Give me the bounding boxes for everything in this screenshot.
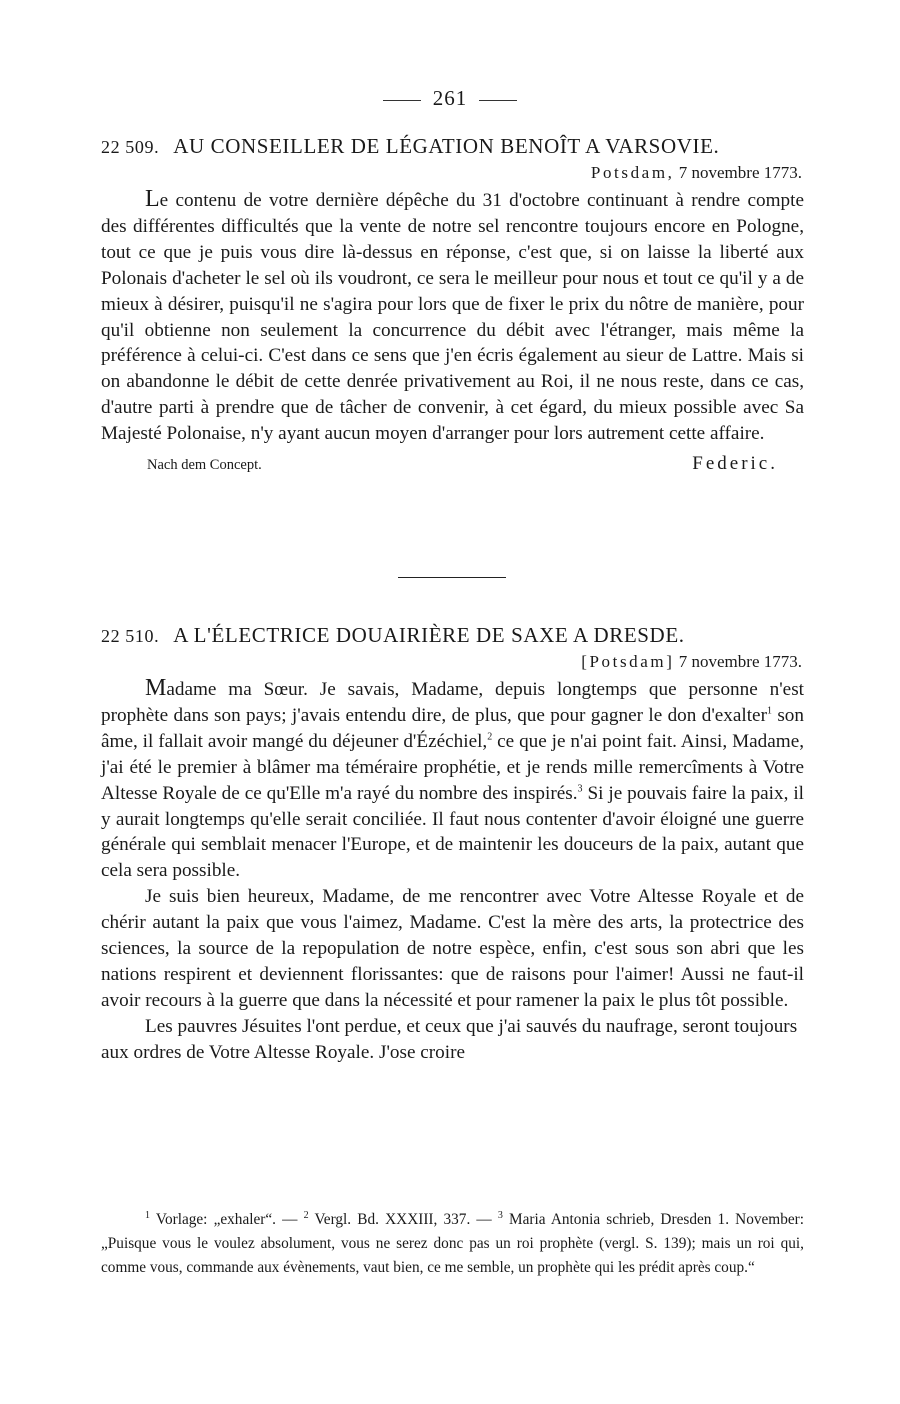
letter-closing <box>101 451 804 479</box>
source-note: Nach dem Concept. <box>147 457 262 474</box>
letter-body <box>101 676 804 1066</box>
letter-22510 <box>101 623 804 1066</box>
letter-dateline <box>101 652 804 672</box>
section-divider <box>398 577 506 578</box>
footnote-1: Vorlage: „exhaler“. — <box>150 1211 304 1228</box>
paragraph-text: ce que je n'ai point fait. Ainsi, Madame, j'ai été le premier à blâmer ma téméraire prophétie, et je rends mille remercîments à Votre Altesse Royale de ce qu'Elle m'a rayé du nombre des inspirés. <box>101 730 805 804</box>
letter-heading <box>101 134 804 159</box>
footnote-ref: 1 <box>766 705 772 717</box>
signature: Federic. <box>692 453 778 475</box>
footnote-marker: 1 <box>145 1209 150 1221</box>
paragraph-text: Madame ma Sœur. Je savais, Madame, depuis longtemps que personne n'est prophète dans son pays; j'avais entendu dire, de plus, que pour gagner le don d'exalter <box>101 675 804 726</box>
letter-paragraph <box>101 676 804 884</box>
dateline-place: Potsdam, <box>590 163 675 182</box>
running-head <box>0 86 900 111</box>
letter-number: 22 509. <box>101 137 160 157</box>
footnote-ref: 2 <box>487 731 493 743</box>
letter-body <box>101 187 804 447</box>
letter-paragraph: Les pauvres Jésuites l'ont perdue, et ceux que j'ai sauvés du naufrage, seront toujours aux ordres de Votre Altesse Royale. J'ose croire <box>101 1015 798 1063</box>
footnote-marker: 3 <box>497 1209 503 1221</box>
letter-title: A L'ÉLECTRICE DOUAIRIÈRE DE SAXE A DRESDE. <box>173 623 685 647</box>
letter-paragraph: Le contenu de votre dernière dépêche du 31 d'octobre continuant à rendre compte des différentes difficultés que la vente de notre sel rencontre toujours encore en Pologne, tout ce que je puis vous dire là-dessus en réponse, c'est que, si on laisse la liberté aux Polonais d'acheter le sel où ils voudront, ce sera le meilleur pour nous et tout ce qu'il y a de mieux à désirer, puisqu'il ne s'agira pour lors que de fixer le prix du nôtre de manière, pour qu'il obtienne non seulement la concurrence du débit avec l'étranger, mais même la préférence à celui-ci. C'est dans ce sens que j'en écris également au sieur de Lattre. Mais si on abandonne le débit de cette denrée privativement au Roi, il ne nous reste, dans ce cas, d'autre parti à prendre que de tâcher de convenir, à cet égard, du mieux possible avec Sa Majesté Polonaise, n'y ayant aucun moyen d'arranger pour lors autrement cette affaire. <box>101 186 804 445</box>
letter-number: 22 510. <box>101 626 160 646</box>
footnote-text <box>101 1208 804 1280</box>
letter-title: AU CONSEILLER DE LÉGATION BENOÎT A VARSOVIE. <box>173 134 720 158</box>
dateline-date: 7 novembre 1773. <box>678 163 802 182</box>
dateline-place: [Potsdam] <box>581 652 675 671</box>
paragraph-text: son âme, il fallait avoir mangé du déjeuner d'Ézéchiel, <box>101 704 804 752</box>
running-head-dash-right <box>479 100 517 101</box>
footnote-marker: 2 <box>303 1209 309 1221</box>
running-head-dash-left <box>383 100 421 101</box>
page-number: 261 <box>432 86 468 110</box>
letter-22509 <box>101 134 804 479</box>
letter-heading <box>101 623 804 648</box>
letter-paragraph: Je suis bien heureux, Madame, de me rencontrer avec Votre Altesse Royale et de chérir autant la paix que vous l'aimez, Madame. C'est la mère des arts, la protectrice des sciences, la source de la repopulation de notre espèce, enfin, c'est sous son abri que les nations respirent et deviennent florissantes: que de raisons pour l'aimer! Aussi ne faut-il avoir recours à la guerre que dans la nécessité et pour ramener la paix le plus tôt possible. <box>101 886 804 1011</box>
footnote-ref: 3 <box>577 783 583 795</box>
footnotes <box>101 1208 804 1280</box>
footnote-2: Vergl. Bd. XXXIII, 337. — <box>308 1211 498 1228</box>
footnote-3: Maria Antonia schrieb, Dresden 1. November: „Puisque vous le voulez absolument, vous ne serez donc pas un roi prophète (vergl. S. 139); mais un roi qui, comme vous, commande aux évènements, vaut bien, ce me semble, un prophète qui les prédit après coup.“ <box>101 1211 804 1276</box>
letter-dateline <box>101 163 804 183</box>
dateline-date: 7 novembre 1773. <box>678 652 802 671</box>
paragraph-text: Si je pouvais faire la paix, il y aurait longtemps qu'elle serait conciliée. Il faut nous contenter d'avoir éloigné une guerre générale qui semblait menacer l'Europe, et de maintenir les douceurs de la paix, autant que cela sera possible. <box>101 782 804 882</box>
